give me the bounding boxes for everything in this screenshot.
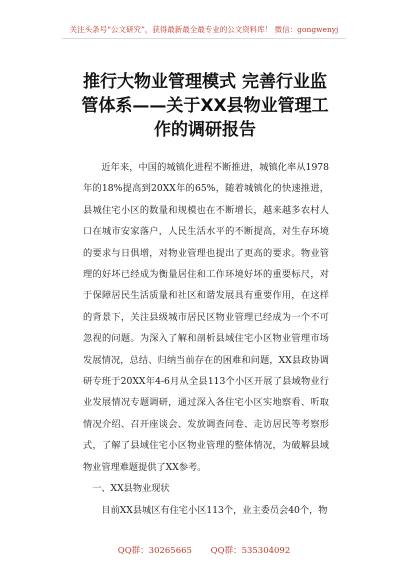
body-paragraph: 近年来，中国的城镇化进程不断推进，城镇化率从1978年的18%提高到20XX年的65%，随着城镇化的快速推进，县城住宅小区的数量和规模也在不断增长，越来越多农村人口在城市安家落户，人民生活水平的不断提高，对生存环境的要求与日俱增，对物业管理也提出了更高的要求。物业管理的好坏已经成为衡量居住和工作环境好坏的重要标尺，对于保障居民生活质量和社区和谐发展具有重要作用，在这样的背景下，关注县级城市居民区物业管理已经成为一个不可忽视的问题。为深入了解和剖析县域住宅小区物业管理市场发展情况，总结、归纳当前存在的困难和问题，XX县政协调研专班于20XX年4-6月从全县113个小区开展了县域物业行业发展情况专题调研，通过深入各住宅小区实地察看、听取情况介绍、召开座谈会、发放调查问卷、走访居民等考察形式，了解了县域住宅小区物业管理的整体情况，为破解县域物业管理难题提供了XX参考。 (83, 162, 329, 473)
footer-qq-group-1: QQ群：30265665 (117, 546, 192, 556)
header-note: 关注头条号“公文研究”，获得最新最全最专业的公文资料库！ 微信：gongwenyj (69, 25, 339, 34)
footer (0, 544, 408, 556)
document-body (83, 157, 329, 521)
section-heading: 一、XX县物业现状 (92, 483, 170, 495)
document-title: 推行大物业管理模式 完善行业监管体系——关于XX县物业管理工作的调研报告 (81, 72, 329, 140)
footer-qq-group-2: QQ群：535304092 (210, 546, 291, 556)
section-paragraph: 目前XX县城区有住宅小区113个，业主委员会40个，物 (101, 504, 328, 516)
header-divider (62, 38, 346, 39)
